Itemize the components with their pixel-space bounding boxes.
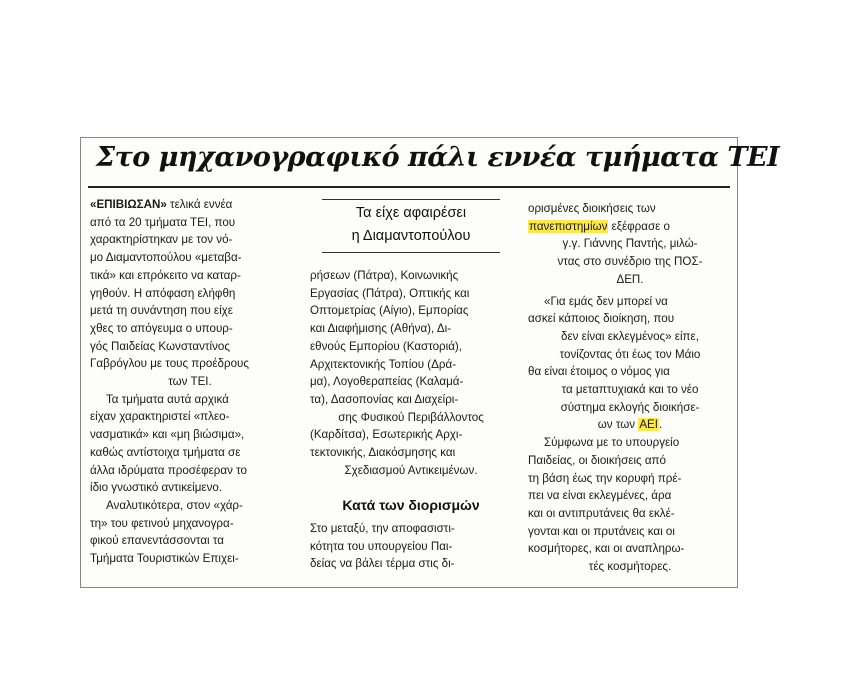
paragraph-7 bbox=[528, 293, 732, 435]
line: από τα 20 τμήματα ΤΕΙ, που bbox=[90, 215, 236, 229]
line: Τα τμήματα αυτά αρχικά bbox=[106, 392, 229, 406]
article-column-2-continued bbox=[310, 520, 512, 573]
line: τα μεταπτυχιακά και το νέο bbox=[561, 383, 699, 397]
line: σύστημα εκλογής διοικήσε- bbox=[560, 400, 700, 414]
paragraph-3 bbox=[90, 497, 290, 568]
article-column-2 bbox=[310, 267, 512, 479]
line: ντας στο συνέδριο της ΠΟΣ- bbox=[557, 255, 703, 269]
line: τές κοσμήτορες. bbox=[588, 560, 672, 574]
line: πει να είναι εκλεγμένες, άρα bbox=[528, 489, 672, 503]
line: Σύμφωνα με το υπουργείο bbox=[544, 436, 680, 450]
line: τικά» και επρόκειτο να καταρ- bbox=[90, 268, 241, 282]
paragraph-5 bbox=[310, 520, 512, 573]
line: δεν είναι εκλεγμένος» είπε, bbox=[561, 329, 699, 343]
article-column-1 bbox=[90, 196, 290, 568]
paragraph-6 bbox=[528, 200, 732, 289]
line: τη» του φετινού μηχανογρα- bbox=[90, 516, 234, 530]
line: Σχεδιασμού Αντικειμένων. bbox=[344, 463, 478, 477]
line: άλλα ιδρύματα προσέφεραν το bbox=[90, 463, 247, 477]
line: Παιδείας, οι διοικήσεις από bbox=[528, 453, 666, 467]
line: Αρχιτεκτονικής Τοπίου (Δρά- bbox=[310, 357, 457, 371]
line: τα), Δασοπονίας και Διαχείρι- bbox=[310, 392, 459, 406]
line: Στο μεταξύ, την αποφασιστι- bbox=[310, 522, 455, 535]
paragraph-4 bbox=[310, 267, 512, 479]
line: (Καρδίτσα), Εσωτερικής Αρχι- bbox=[310, 428, 463, 442]
line: μο Διαμαντοπούλου «μεταβα- bbox=[90, 251, 242, 265]
line: μα), Λογοθεραπείας (Καλαμά- bbox=[310, 375, 464, 389]
line: χθες το απόγευμα ο υπουρ- bbox=[90, 321, 233, 335]
line: γ.γ. Γιάννης Παντής, μιλώ- bbox=[562, 237, 698, 251]
line: τη βάση έως την κορυφή πρέ- bbox=[528, 471, 682, 485]
paragraph-1: «ΕΠΙΒΙΩΣΑΝ» τελικά εννέα από τα 20 τμήματα ΤΕΙ, που χαρακτηρίστηκαν με τον νό- μο Διαμαντοπούλου «μεταβα- τικά» και επρόκειτο να καταρ- γηθούν. Η απόφαση ελήφθη μετά τη συνάντηση που είχε χθες το απόγευμα ο υπουρ- γός Παιδείας Κωνσταντίνος Γαβρόγλου με τους προέδρους των ΤΕΙ. bbox=[90, 196, 290, 391]
line: θα είναι έτοιμος ο νόμος για bbox=[528, 365, 670, 379]
pull-quote-line: η Διαμαντοπούλου bbox=[351, 228, 471, 244]
lead-word: «ΕΠΙΒΙΩΣΑΝ» bbox=[90, 198, 167, 211]
line: νασματικά» και «μη βιώσιμα», bbox=[90, 428, 245, 442]
line-start: ων των bbox=[597, 418, 639, 432]
line: Αναλυτικότερα, στον «χάρ- bbox=[106, 498, 243, 512]
line: τονίζοντας ότι έως τον Μάιο bbox=[559, 347, 701, 361]
highlighted-term: πανεπιστημίων bbox=[529, 219, 608, 233]
line: Εργασίας (Πάτρα), Οπτικής και bbox=[310, 286, 470, 300]
line: ίδιο γνωστικό αντικείμενο. bbox=[90, 481, 223, 495]
line: σης Φυσικού Περιβάλλοντος bbox=[338, 410, 484, 424]
line: γονται και οι πρυτάνεις και οι bbox=[528, 524, 675, 538]
line: των ΤΕΙ. bbox=[168, 375, 212, 389]
line: Οπτομετρίας (Αίγιο), Εμπορίας bbox=[310, 304, 469, 318]
line: ΔΕΠ. bbox=[616, 272, 644, 286]
line: εθνούς Εμπορίου (Καστοριά), bbox=[310, 339, 463, 353]
line: γηθούν. Η απόφαση ελήφθη bbox=[90, 286, 236, 300]
line: Τμήματα Τουριστικών Επιχει- bbox=[90, 552, 239, 566]
line: φικού επανεντάσσονται τα bbox=[90, 534, 224, 548]
line: είχαν χαρακτηριστεί «πλεο- bbox=[90, 410, 230, 424]
line: ορισμένες διοικήσεις των bbox=[528, 202, 656, 215]
line: χαρακτηρίστηκαν με τον νό- bbox=[90, 233, 233, 247]
line: γός Παιδείας Κωνσταντίνος bbox=[90, 339, 230, 353]
line: Γαβρόγλου με τους προέδρους bbox=[90, 357, 249, 371]
line: μετά τη συνάντηση που είχε bbox=[90, 304, 233, 318]
line: κότητα του υπουργείου Παι- bbox=[310, 539, 453, 553]
paragraph-2 bbox=[90, 391, 290, 497]
article-column-3 bbox=[528, 200, 732, 576]
article-headline: Στο μηχανογραφικό πάλι εννέα τμήματα ΤΕΙ bbox=[96, 142, 780, 173]
headline-rule bbox=[88, 186, 730, 188]
line-rest: εξέφρασε ο bbox=[608, 219, 670, 233]
line: κοσμήτορες, και οι αναπληρω- bbox=[528, 542, 685, 556]
line: τεκτονικής, Διακόσμησης και bbox=[310, 446, 456, 460]
section-subheading: Κατά των διορισμών bbox=[342, 497, 480, 513]
line: ασκεί κάποιος διοίκηση, που bbox=[528, 312, 675, 326]
line: δείας να βάλει τέρμα στις δι- bbox=[310, 557, 455, 571]
line: καθώς αντίστοιχα τμήματα σε bbox=[90, 445, 241, 459]
highlighted-term: ΑΕΙ bbox=[639, 418, 658, 432]
pull-quote-box bbox=[322, 199, 500, 253]
line: και οι αντιπρυτάνεις θα εκλέ- bbox=[528, 506, 675, 520]
line: «Για εμάς δεν μπορεί να bbox=[544, 294, 668, 308]
line: ρήσεων (Πάτρα), Κοινωνικής bbox=[310, 269, 459, 282]
pull-quote-line: Τα είχε αφαιρέσει bbox=[355, 205, 467, 221]
line-end: . bbox=[659, 418, 663, 432]
paragraph-8 bbox=[528, 434, 732, 576]
line: και Διαφήμισης (Αθήνα), Δι- bbox=[310, 322, 452, 336]
